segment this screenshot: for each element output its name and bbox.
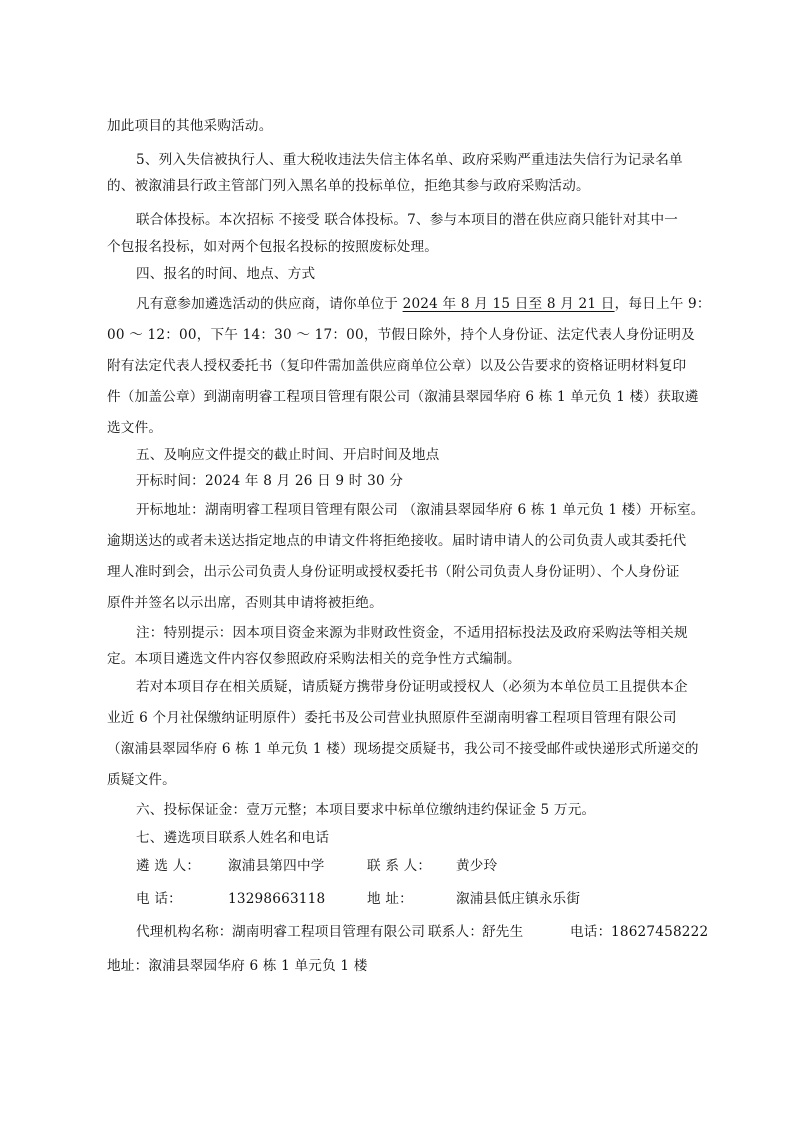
- text-line: 个包报名投标，如对两个包报名投标的按照废标处理。: [107, 239, 439, 255]
- text-line: 注：特别提示：因本项目资金来源为非财政性资金，不适用招标投法及政府采购法等相关规: [136, 625, 688, 641]
- text-line: 业近 6 个月社保缴纳证明原件）委托书及公司营业执照原件至湖南明睿工程项目管理有限公司: [107, 710, 677, 726]
- text-line: [136, 294, 711, 314]
- text-line: 00 ～ 12：00，下午 14：30 ～ 17：00，节假日除外，持个人身份证、法定代表人身份证明及: [107, 327, 695, 343]
- agency-label: 代理机构名称：: [136, 924, 233, 940]
- text-line: 理人准时到会，出示公司负责人身份证明或授权委托书（附公司负责人身份证明）、个人身份证: [107, 564, 680, 580]
- phone-value: 13298663118: [228, 891, 326, 907]
- agency-address-line: 地址：溆浦县翠园华府 6 栋 1 单元负 1 楼: [107, 958, 368, 974]
- text-line: 加此项目的其他采购活动。: [107, 118, 273, 134]
- text-line: 联合体投标。本次招标 不接受 联合体投标。7、参与本项目的潜在供应商只能针对其中一: [136, 212, 679, 228]
- text-span: ，每日上午 9：: [614, 296, 711, 312]
- section-heading: 四、报名的时间、地点、方式: [136, 266, 316, 282]
- purchaser-value: 溆浦县第四中学: [228, 858, 325, 874]
- agency-contact-label: 联系人：: [428, 924, 484, 940]
- contact-value: 黄少玲: [456, 858, 498, 874]
- agency-phone-value: 18627458222: [611, 924, 709, 940]
- section-heading: 五、及响应文件提交的截止时间、开启时间及地点: [136, 447, 440, 463]
- agency-value: 湖南明睿工程项目管理有限公司: [232, 924, 426, 940]
- agency-contact-value: 舒先生: [482, 924, 524, 940]
- text-span: 凡有意参加遴选活动的供应商，请你单位于: [136, 296, 403, 312]
- purchaser-label: 遴 选 人：: [136, 858, 201, 874]
- phone-label: 电 话：: [136, 891, 182, 907]
- text-line: 的、被溆浦县行政主管部门列入黑名单的投标单位，拒绝其参与政府采购活动。: [107, 178, 590, 194]
- text-line: 开标地址：湖南明睿工程项目管理有限公司 （溆浦县翠园华府 6 栋 1 单元负 1 楼）开标室。: [136, 502, 705, 518]
- contact-label: 联 系 人：: [367, 858, 432, 874]
- text-line: 六、投标保证金：壹万元整；本项目要求中标单位缴纳违约保证金 5 万元。: [136, 802, 596, 818]
- text-line: 件（加盖公章）到湖南明睿工程项目管理有限公司（溆浦县翠园华府 6 栋 1 单元负 1 楼）获取遴: [107, 389, 699, 405]
- text-line: 逾期送达的或者未送达指定地点的申请文件将拒绝接收。届时请申请人的公司负责人或其委托代: [107, 533, 687, 549]
- text-line: 附有法定代表人授权委托书（复印件需加盖供应商单位公章）以及公告要求的资格证明材料复印: [107, 358, 687, 374]
- text-line: 5、列入失信被执行人、重大税收违法失信主体名单、政府采购严重违法失信行为记录名单: [136, 152, 683, 168]
- address-label: 地 址：: [367, 891, 413, 907]
- agency-phone-label: 电话：: [570, 924, 612, 940]
- text-line: 定。本项目遴选文件内容仅参照政府采购法相关的竞争性方式编制。: [107, 651, 521, 667]
- text-line: 质疑文件。: [107, 772, 176, 788]
- text-line: 若对本项目存在相关质疑，请质疑方携带身份证明或授权人（必须为本单位员工且提供本企: [136, 679, 688, 695]
- underlined-date-range: 2024 年 8 月 15 日至 8 月 21 日: [402, 296, 615, 312]
- text-line: 开标时间：2024 年 8 月 26 日 9 时 30 分: [136, 473, 404, 489]
- text-line: （溆浦县翠园华府 6 栋 1 单元负 1 楼）现场提交质疑书，我公司不接受邮件或快递形式所递交的: [107, 741, 699, 757]
- section-heading: 七、遴选项目联系人姓名和电话: [136, 830, 330, 846]
- text-line: 原件并签名以示出席，否则其申请将被拒绝。: [107, 595, 383, 611]
- text-line: 选文件。: [107, 420, 163, 436]
- address-value: 溆浦县低庄镇永乐街: [456, 891, 581, 907]
